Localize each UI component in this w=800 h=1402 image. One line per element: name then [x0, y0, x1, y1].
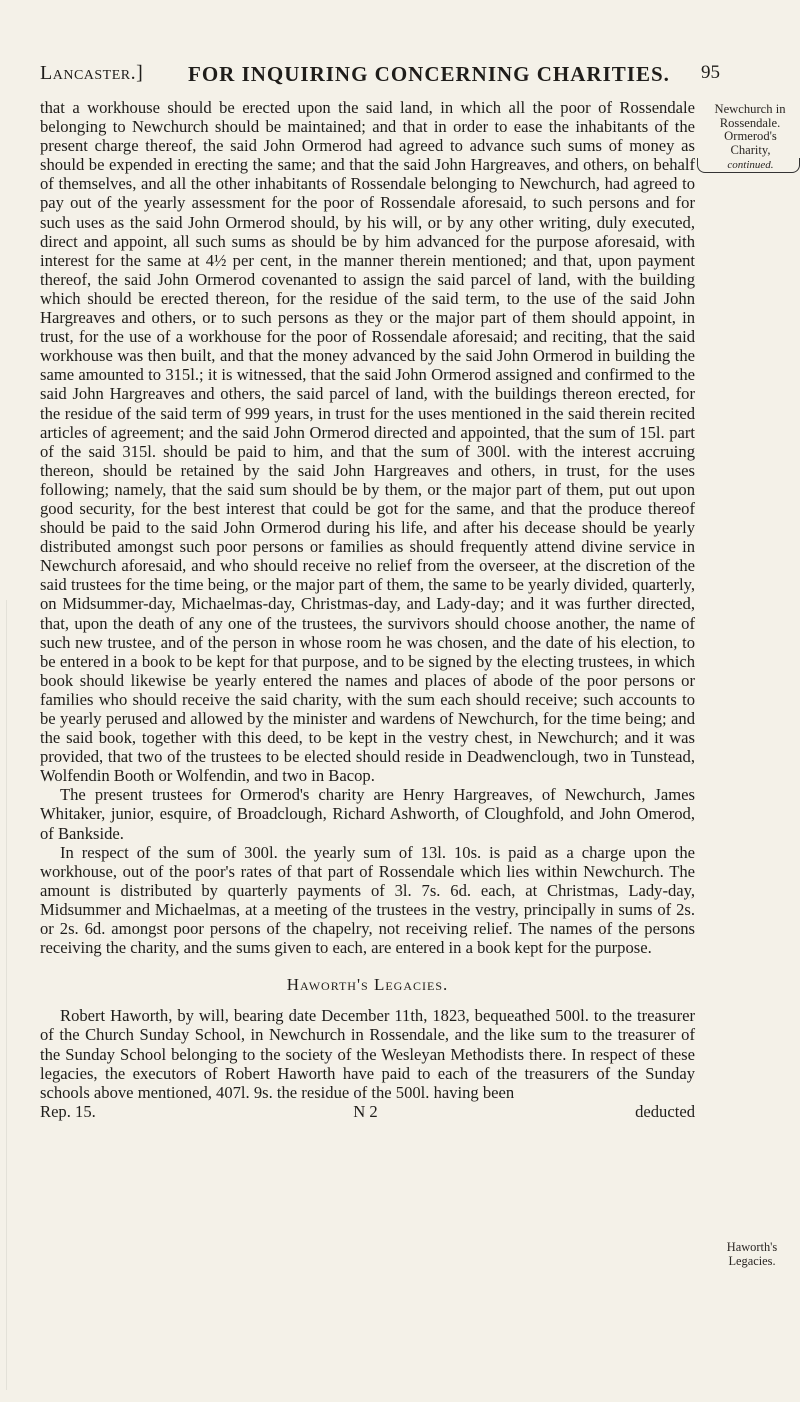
section-heading-text: Haworth's Legacies. [286, 975, 449, 995]
page-number: 95 [701, 62, 720, 83]
paragraph-haworth: Robert Haworth, by will, bearing date December 11th, 1823, bequeathed 500l. to the treasurer of the Church Sunday School, in Newchurch in Rossendale, and the like sum to the treasurer of the Sunday School belonging to the society of the Wesleyan Methodists there. In respect of these legacies, the executors of Robert Haworth have paid to each of the treasurers of the Sunday schools above mentioned, 407l. 9s. the residue of the 500l. having been [40, 1006, 695, 1102]
paragraph-ormerod-deed: that a workhouse should be erected upon the said land, in which all the poor of Rossendale belonging to Newchurch should be maintained; and that in order to ease the inhabitants of the present charge thereof, the said John Ormerod had agreed to advance such sums of money as should be expended in erecting the same; and that the said John Hargreaves, and others, on behalf of themselves, and all the other inhabitants of Rossendale belonging to Newchurch, had agreed to pay out of the yearly assessment for the poor of Rossendale aforesaid, to such persons and for such uses as the said John Ormerod should, by his will, or by any other writing, duly executed, direct and appoint, all such sums as should be by him advanced for the purpose aforesaid, with interest for the same at 4½ per cent, in the manner therein mentioned; and that, upon payment thereof, the said John Ormerod covenanted to assign the said parcel of land, with the building which should be erected thereon, for the residue of the said term, to the use of the said John Hargreaves and others, or to such persons as they or the major part of them should appoint, in trust, for the use of a workhouse for the poor of Rossendale aforesaid; and reciting, that the said workhouse was then built, and that the money advanced by the said John Ormerod in building the same amounted to 315l.; it is witnessed, that the said John Ormerod assigned and confirmed to the said John Hargreaves and others, the said parcel of land, with the buildings thereon erected, for the residue of the said term of 999 years, in trust for the uses mentioned in the said therein recited articles of agreement; and the said John Ormerod directed and appointed, that the sum of 15l. part of the said 315l. should be paid to him, and that the sum of 300l. with the interest accruing thereon, should be retained by the said John Hargreaves and others, in trust, for the uses following; namely, that the said sum should be by them, or the major part of them, put out upon good security, for the best interest that could be got for the same, and that the produce thereof should be paid to the said John Ormerod during his life, and after his decease should be yearly distributed amongst such poor persons or families as should frequently attend divine service in Newchurch aforesaid, and who should receive no relief from the overseer, at the discretion of the said trustees for the time being, or the major part of them, the same to be yearly divided, quarterly, on Midsummer-day, Michaelmas-day, Christmas-day, and Lady-day; and it was further directed, that, upon the death of any one of the trustees, the survivors should choose another, the name of such new trustee, and of the person in whose room he was chosen, and the date of his election, to be entered in a book to be kept for that purpose, and to be signed by the electing trustees, in which book should likewise be yearly entered the names and places of abode of the poor persons or families who should receive the said charity, with the sum each should receive; such accounts to be yearly perused and allowed by the minister and wardens of Newchurch, for the time being; and the said book, together with this deed, to be kept in the vestry chest, in Newchurch; and it was provided, that two of the trustees to be elected should reside in Deadwenclough, two in Tunstead, Wolfendin Booth or Wolfendin, and two in Bacop. [40, 98, 695, 786]
margin-note-ormerod-continued: continued. [727, 159, 774, 171]
footer-report: Rep. 15. [40, 1101, 96, 1121]
margin-note-newchurch: Newchurch in Rossendale. [714, 102, 786, 130]
page-footer [40, 1102, 695, 1121]
footer-catchword: deducted [635, 1101, 695, 1121]
margin-brace [697, 158, 800, 173]
running-header [40, 62, 720, 92]
margin-note-ormerod-title: Ormerod's Charity, [724, 129, 777, 157]
running-head-title: FOR INQUIRING CONCERNING CHARITIES. [188, 62, 670, 86]
running-head-county: Lancaster.] [40, 62, 144, 84]
margin-note-haworth: Haworth's Legacies. [726, 1240, 778, 1268]
body-text [40, 98, 695, 1121]
footer-signature: N 2 [353, 1101, 378, 1121]
paragraph-present-trustees: The present trustees for Ormerod's charity are Henry Hargreaves, of Newchurch, James Whitaker, junior, esquire, of Broadclough, Richard Ashworth, of Cloughfold, and John Omerod, of Bankside. [40, 785, 695, 843]
paragraph-yearly-sum: In respect of the sum of 300l. the yearly sum of 13l. 10s. is paid as a charge upon the workhouse, out of the poor's rates of that part of Rossendale which lies within Newchurch. The amount is distributed by quarterly payments of 3l. 7s. 6d. each, at Christmas, Lady-day, Midsummer and Michaelmas, at a meeting of the trustees in the vestry, principally in sums of 2s. or 2s. 6d. amongst poor persons of the chapelry, not receiving relief. The names of the persons receiving the charity, and the sums given to each, are entered in a book kept for the purpose. [40, 842, 695, 958]
page-edge-shadow [6, 600, 7, 1390]
section-heading-haworth [40, 975, 695, 994]
